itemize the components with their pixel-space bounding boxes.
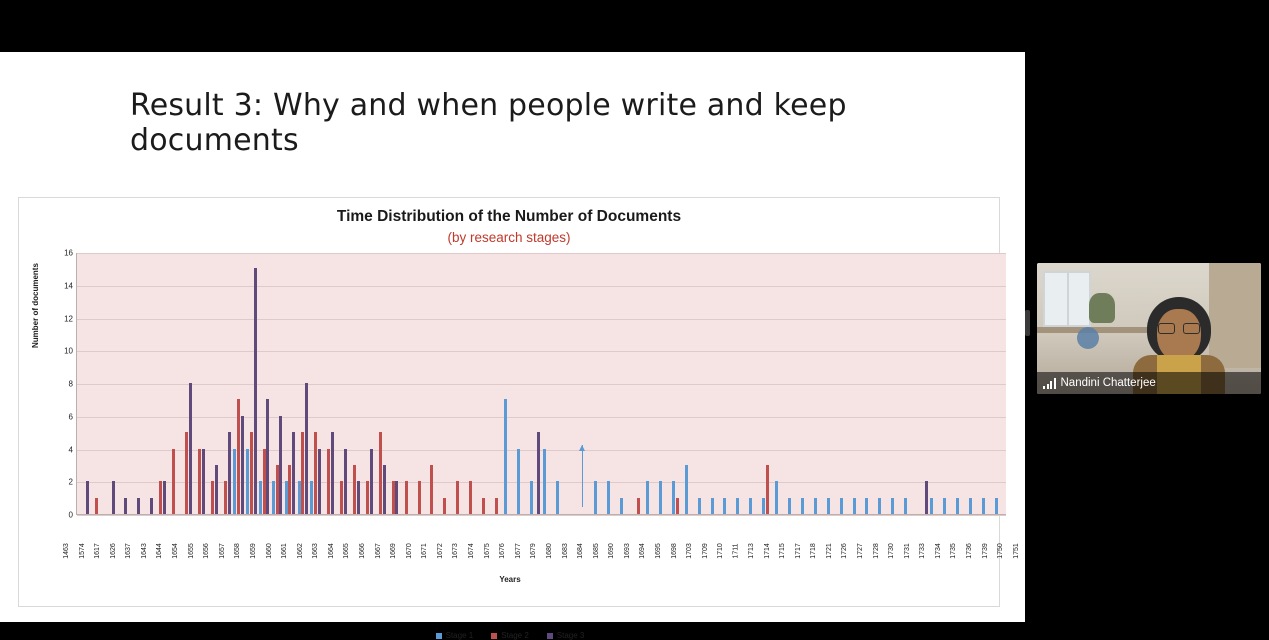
x-tick-label: 1728	[872, 543, 880, 559]
x-tick-label: 1726	[841, 543, 849, 559]
bar-group	[735, 253, 748, 514]
y-tick-label: 8	[68, 379, 73, 389]
x-tick-label: 1677	[514, 543, 522, 559]
bar-group	[877, 253, 890, 514]
glasses-icon	[1158, 323, 1200, 332]
bar-group	[942, 253, 955, 514]
bar-group	[671, 253, 684, 514]
bar	[637, 498, 640, 514]
x-tick-label: 1733	[919, 543, 927, 559]
x-tick-label: 1683	[561, 543, 569, 559]
annotation-arrow-icon	[582, 445, 583, 507]
window-decor	[1043, 271, 1091, 327]
bar-group	[748, 253, 761, 514]
bar-group	[606, 253, 619, 514]
bar-group	[955, 253, 968, 514]
bar	[711, 498, 714, 514]
bar	[379, 432, 382, 514]
y-axis-label: Number of documents	[31, 263, 40, 348]
bar-group	[864, 253, 877, 514]
bar-group	[980, 253, 993, 514]
bar	[331, 432, 334, 514]
legend-swatch	[436, 633, 442, 639]
bar	[263, 449, 266, 515]
bar	[185, 432, 188, 514]
y-tick-label: 2	[68, 477, 73, 487]
face	[1157, 309, 1201, 361]
bar	[395, 481, 398, 514]
bar-group	[903, 253, 916, 514]
bar-group	[838, 253, 851, 514]
x-tick-label: 1660	[265, 543, 273, 559]
bar	[865, 498, 868, 514]
bar	[344, 449, 347, 515]
bar	[288, 465, 291, 514]
bar	[956, 498, 959, 514]
bar	[418, 481, 421, 514]
x-tick-label: 1714	[763, 543, 771, 559]
x-tick-label: 1669	[389, 543, 397, 559]
bar-group	[296, 253, 309, 514]
bar	[775, 481, 778, 514]
bar	[340, 481, 343, 514]
bar	[749, 498, 752, 514]
bar-group	[348, 253, 361, 514]
chart-title: Time Distribution of the Number of Documents	[336, 208, 682, 225]
bar	[995, 498, 998, 514]
bar-group	[167, 253, 180, 514]
bar	[383, 465, 386, 514]
bar-group	[787, 253, 800, 514]
bar-group	[374, 253, 387, 514]
x-tick-label: 1626	[109, 543, 117, 559]
bar	[95, 498, 98, 514]
legend-label: Stage 1	[445, 631, 474, 640]
bar-group	[309, 253, 322, 514]
chart-subtitle: (by research stages)	[447, 230, 571, 245]
bar-group	[813, 253, 826, 514]
bar-group	[542, 253, 555, 514]
chart-container	[18, 197, 1020, 640]
bar	[266, 399, 269, 514]
bar	[530, 481, 533, 514]
x-tick-label: 1709	[701, 543, 709, 559]
bar-group	[684, 253, 697, 514]
x-tick-label: 1661	[280, 543, 288, 559]
x-tick-label: 1662	[296, 543, 304, 559]
bar-group	[129, 253, 142, 514]
bar	[202, 449, 205, 515]
bar	[443, 498, 446, 514]
x-tick-label: 1671	[421, 543, 429, 559]
x-tick-label: 1734	[934, 543, 942, 559]
bar	[298, 481, 301, 514]
x-tick-label: 1715	[778, 543, 786, 559]
x-tick-label: 1670	[405, 543, 413, 559]
bar-group	[206, 253, 219, 514]
bar-group	[477, 253, 490, 514]
bar-group	[761, 253, 774, 514]
bar	[762, 498, 765, 514]
x-tick-label: 1750	[996, 543, 1004, 559]
x-tick-label: 1676	[498, 543, 506, 559]
plot-area-wrapper	[19, 248, 1020, 640]
bar	[353, 465, 356, 514]
bar	[482, 498, 485, 514]
bar	[159, 481, 162, 514]
bar	[766, 465, 769, 514]
x-tick-label: 1718	[810, 543, 818, 559]
x-axis-ticks	[62, 516, 1020, 572]
x-tick-label: 1643	[140, 543, 148, 559]
bar	[672, 481, 675, 514]
x-tick-label: 1736	[965, 543, 973, 559]
bar-group	[387, 253, 400, 514]
bar	[163, 481, 166, 514]
x-tick-label: 1690	[608, 543, 616, 559]
bar-group	[503, 253, 516, 514]
bar	[594, 481, 597, 514]
bar-group	[116, 253, 129, 514]
bar-group	[632, 253, 645, 514]
bar	[646, 481, 649, 514]
x-tick-label: 1721	[825, 543, 833, 559]
bar-group	[413, 253, 426, 514]
bar	[878, 498, 881, 514]
bar	[495, 498, 498, 514]
signal-bars-icon	[1043, 378, 1056, 389]
bar	[969, 498, 972, 514]
x-tick-label: 1655	[187, 543, 195, 559]
lamp-decor	[1077, 327, 1099, 349]
bar	[233, 449, 236, 515]
bar	[556, 481, 559, 514]
bar	[698, 498, 701, 514]
bar	[456, 481, 459, 514]
bar	[224, 481, 227, 514]
presentation-slide	[0, 52, 1025, 640]
legend-swatch	[491, 633, 497, 639]
bar	[285, 481, 288, 514]
bar-group	[993, 253, 1006, 514]
bar-group	[284, 253, 297, 514]
bar-group	[890, 253, 903, 514]
bar	[112, 481, 115, 514]
x-tick-label: 1637	[125, 543, 133, 559]
bar-group	[619, 253, 632, 514]
x-tick-label: 1665	[343, 543, 351, 559]
x-axis-label: Years	[499, 575, 521, 584]
bar	[430, 465, 433, 514]
bar	[198, 449, 201, 515]
bar	[405, 481, 408, 514]
bar-group	[90, 253, 103, 514]
bar	[172, 449, 175, 515]
bar-group	[567, 253, 580, 514]
plot-area	[76, 253, 1006, 515]
bar	[292, 432, 295, 514]
bar	[318, 449, 321, 515]
y-tick-label: 4	[68, 445, 73, 454]
bar-group	[219, 253, 232, 514]
x-tick-label: 1730	[887, 543, 895, 559]
bar	[237, 399, 240, 514]
x-tick-label: 1663	[312, 543, 320, 559]
share-panel-handle[interactable]	[1025, 310, 1030, 336]
legend-swatch	[547, 633, 553, 639]
x-tick-label: 1710	[717, 543, 725, 559]
y-tick-label: 6	[68, 412, 73, 422]
bar	[788, 498, 791, 514]
bar	[891, 498, 894, 514]
bar-group	[193, 253, 206, 514]
participant-name: Nandini Chatterjee	[1060, 377, 1156, 389]
bar	[504, 399, 507, 514]
bar	[392, 481, 395, 514]
bar-group	[722, 253, 735, 514]
bar	[86, 481, 89, 514]
bar	[607, 481, 610, 514]
bar	[943, 498, 946, 514]
y-tick-label: 0	[68, 510, 73, 520]
bar-group	[103, 253, 116, 514]
screen-letterbox-top	[0, 0, 1025, 52]
x-tick-label: 1675	[483, 543, 491, 559]
bar	[357, 481, 360, 514]
bar	[189, 383, 192, 514]
bar-group	[800, 253, 813, 514]
x-tick-label: 1667	[374, 543, 382, 559]
x-tick-label: 1664	[327, 543, 335, 559]
bar	[827, 498, 830, 514]
x-tick-label: 1694	[639, 543, 647, 559]
bar	[620, 498, 623, 514]
x-tick-label: 1717	[794, 543, 802, 559]
y-tick-label: 12	[64, 314, 73, 323]
bar	[276, 465, 279, 514]
bar	[659, 481, 662, 514]
bar-group	[697, 253, 710, 514]
bar-group	[826, 253, 839, 514]
bar-group	[335, 253, 348, 514]
y-axis-ticks	[47, 248, 73, 520]
bar-group	[258, 253, 271, 514]
bar	[840, 498, 843, 514]
x-tick-label: 1672	[436, 543, 444, 559]
bar	[301, 432, 304, 514]
bar	[537, 432, 540, 514]
bar-group	[593, 253, 606, 514]
bar-group	[658, 253, 671, 514]
bar	[853, 498, 856, 514]
bar	[310, 481, 313, 514]
participant-video-tile[interactable]	[1037, 263, 1261, 394]
x-tick-label: 1693	[623, 543, 631, 559]
bar-group	[245, 253, 258, 514]
x-tick-label: 1751	[1012, 543, 1020, 559]
bar-group	[180, 253, 193, 514]
y-tick-label: 10	[64, 346, 73, 356]
x-tick-label: 1574	[78, 543, 86, 559]
bar-group	[645, 253, 658, 514]
bar-group	[400, 253, 413, 514]
bar-group	[438, 253, 451, 514]
bar-group	[464, 253, 477, 514]
bar	[241, 416, 244, 514]
x-tick-label: 1698	[670, 543, 678, 559]
x-tick-label: 1463	[62, 543, 70, 559]
bar	[982, 498, 985, 514]
bar	[246, 449, 249, 515]
bar-group	[232, 253, 245, 514]
legend-label: Stage 2	[501, 631, 529, 640]
bar-group	[77, 253, 90, 514]
bar	[370, 449, 373, 515]
bar	[685, 465, 688, 514]
bar-group	[154, 253, 167, 514]
bar	[124, 498, 127, 514]
x-tick-label: 1727	[856, 543, 864, 559]
bar	[327, 449, 330, 515]
bar	[676, 498, 679, 514]
bar	[904, 498, 907, 514]
bar	[254, 268, 257, 514]
x-tick-label: 1674	[467, 543, 475, 559]
bar	[925, 481, 928, 514]
x-tick-label: 1739	[981, 543, 989, 559]
bar-group	[451, 253, 464, 514]
bar-group	[529, 253, 542, 514]
x-tick-label: 1666	[358, 543, 366, 559]
x-tick-label: 1658	[234, 543, 242, 559]
y-tick-label: 16	[64, 248, 73, 258]
bar	[469, 481, 472, 514]
slide-title: Result 3: Why and when people write and keep documents	[130, 88, 847, 158]
participant-name-bar	[1037, 372, 1261, 394]
x-tick-label: 1654	[171, 543, 179, 559]
x-tick-label: 1644	[156, 543, 164, 559]
bar-group	[555, 253, 568, 514]
bar	[215, 465, 218, 514]
bar	[150, 498, 153, 514]
bar	[736, 498, 739, 514]
x-tick-label: 1680	[545, 543, 553, 559]
bar-group	[916, 253, 929, 514]
bar	[279, 416, 282, 514]
bar-group	[774, 253, 787, 514]
x-tick-label: 1711	[732, 543, 740, 559]
x-tick-label: 1657	[218, 543, 226, 559]
bar-group	[425, 253, 438, 514]
x-tick-label: 1695	[654, 543, 662, 559]
x-tick-label: 1673	[452, 543, 460, 559]
bar-group	[968, 253, 981, 514]
x-tick-label: 1684	[576, 543, 584, 559]
bar	[801, 498, 804, 514]
bar	[211, 481, 214, 514]
bar	[723, 498, 726, 514]
bar-group	[851, 253, 864, 514]
plant-decor	[1089, 293, 1115, 323]
bar-group	[142, 253, 155, 514]
bar-group	[490, 253, 503, 514]
bar-group	[271, 253, 284, 514]
bar	[930, 498, 933, 514]
x-tick-label: 1679	[530, 543, 538, 559]
x-tick-label: 1656	[202, 543, 210, 559]
x-tick-label: 1617	[93, 543, 101, 559]
x-tick-label: 1659	[249, 543, 257, 559]
bar	[366, 481, 369, 514]
bar-series-group	[77, 253, 1006, 514]
bar-group	[516, 253, 529, 514]
bar	[543, 449, 546, 515]
x-tick-label: 1731	[903, 543, 911, 559]
legend-label: Stage 3	[556, 631, 585, 640]
y-tick-label: 14	[64, 281, 73, 291]
x-tick-label: 1713	[747, 543, 755, 559]
bar	[137, 498, 140, 514]
bar	[250, 432, 253, 514]
bar-group	[709, 253, 722, 514]
x-tick-label: 1735	[950, 543, 958, 559]
x-tick-label: 1703	[685, 543, 693, 559]
bar	[314, 432, 317, 514]
bar	[228, 432, 231, 514]
bar	[305, 383, 308, 514]
x-tick-label: 1685	[592, 543, 600, 559]
bar	[814, 498, 817, 514]
bar-group	[929, 253, 942, 514]
bar-group	[361, 253, 374, 514]
bar-group	[322, 253, 335, 514]
bar	[517, 449, 520, 515]
bar	[259, 481, 262, 514]
bar	[272, 481, 275, 514]
